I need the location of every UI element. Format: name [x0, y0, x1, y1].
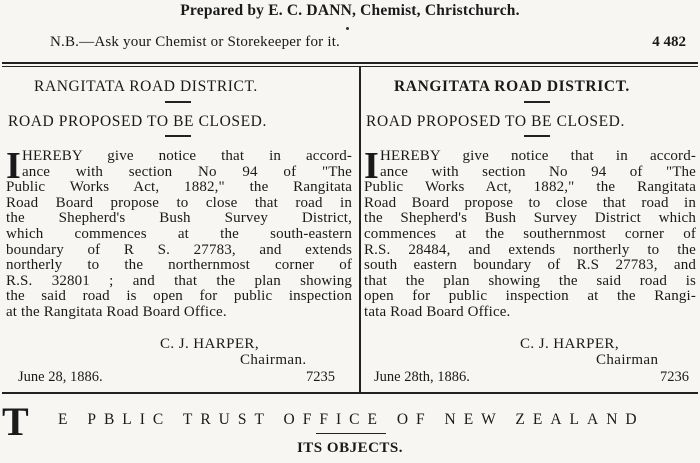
notice-signer-title: Chairman. — [240, 352, 307, 368]
notice-body-line: HEREBY give notice that in accord- — [22, 148, 352, 164]
notice-body-line: R.S. 28484, and extends northerly to the — [364, 241, 696, 258]
notice-district: RANGITATA ROAD DISTRICT. — [394, 78, 630, 95]
notice-body — [6, 145, 352, 321]
notice-body-line: Public Works Act, 1882," the Rangitata — [6, 179, 352, 196]
notice-body-line: HEREBY give notice that in accord- — [380, 148, 696, 164]
ornament-dot — [346, 27, 349, 30]
header-nb-note: N.B.—Ask your Chemist or Storekeeper for it. — [50, 34, 341, 50]
notice-body-line: R.S. 32801 ; and that the plan showing — [6, 272, 352, 289]
notice-date: June 28th, 1886. — [374, 369, 470, 385]
notice-body — [364, 145, 696, 321]
notice-body-line: Road Board propose to close that road in — [6, 194, 352, 211]
trust-dropcap: T — [2, 399, 29, 444]
notice-body-line: the Shepherd's Bush Survey District which — [364, 210, 696, 227]
notice-dropcap: I — [364, 145, 379, 187]
header-nb-number: 4 482 — [652, 34, 686, 50]
notice-date: June 28, 1886. — [18, 369, 103, 385]
notice-body-line: boundary of R S. 27783, and extends — [6, 241, 352, 258]
column-divider — [359, 66, 361, 392]
header-prepared-by: Prepared by E. C. DANN, Chemist, Christchurch. — [180, 2, 520, 19]
trust-heading: E PBLIC TRUST OFFICE OF NEW ZEALAND — [58, 411, 645, 428]
notice-body-line: northerly to the northernmost corner of — [6, 257, 352, 274]
section-rule — [2, 62, 698, 64]
section-rule-thin — [2, 66, 698, 67]
notice-district: RANGITATA ROAD DISTRICT. — [34, 78, 258, 95]
notice-heading: ROAD PROPOSED TO BE CLOSED. — [366, 113, 625, 130]
notice-signer: C. J. HARPER, — [520, 336, 619, 352]
notice-number: 7236 — [660, 369, 689, 385]
title-underline — [524, 101, 550, 103]
notice-body-line: ance with section No 94 of "The — [22, 163, 352, 180]
bottom-rule — [2, 392, 698, 394]
notice-body-line: open for public inspection at the Rangi- — [364, 288, 696, 305]
trust-underline — [316, 433, 386, 434]
notice-dropcap: I — [6, 145, 21, 187]
notice-body-line: the Shepherd's Bush Survey District, — [6, 210, 352, 227]
notice-body-line: commences at the southernmost corner of — [364, 225, 696, 242]
notice-body-line: Public Works Act, 1882," the Rangitata — [364, 179, 696, 196]
heading-underline — [165, 135, 191, 137]
notice-body-line: ance with section No 94 of "The — [380, 163, 696, 180]
notice-body-line: at the Rangitata Road Board Office. — [6, 303, 227, 320]
notice-signer-title: Chairman — [596, 352, 659, 368]
notice-number: 7235 — [306, 369, 335, 385]
notice-body-line: which commences at the south-eastern — [6, 225, 352, 242]
notice-heading: ROAD PROPOSED TO BE CLOSED. — [8, 113, 267, 130]
notice-body-line: the said road is open for public inspection — [6, 288, 352, 305]
notice-signer: C. J. HARPER, — [160, 336, 259, 352]
title-underline — [165, 101, 191, 103]
notice-body-line: south eastern boundary of R.S 27783, and — [364, 257, 696, 274]
objects-heading: ITS OBJECTS. — [296, 440, 404, 456]
notice-body-line: that the plan showing the said road is — [364, 272, 696, 289]
heading-underline — [524, 135, 550, 137]
notice-body-line: tata Road Board Office. — [364, 303, 511, 320]
notice-body-line: Road Board propose to close that road in — [364, 194, 696, 211]
